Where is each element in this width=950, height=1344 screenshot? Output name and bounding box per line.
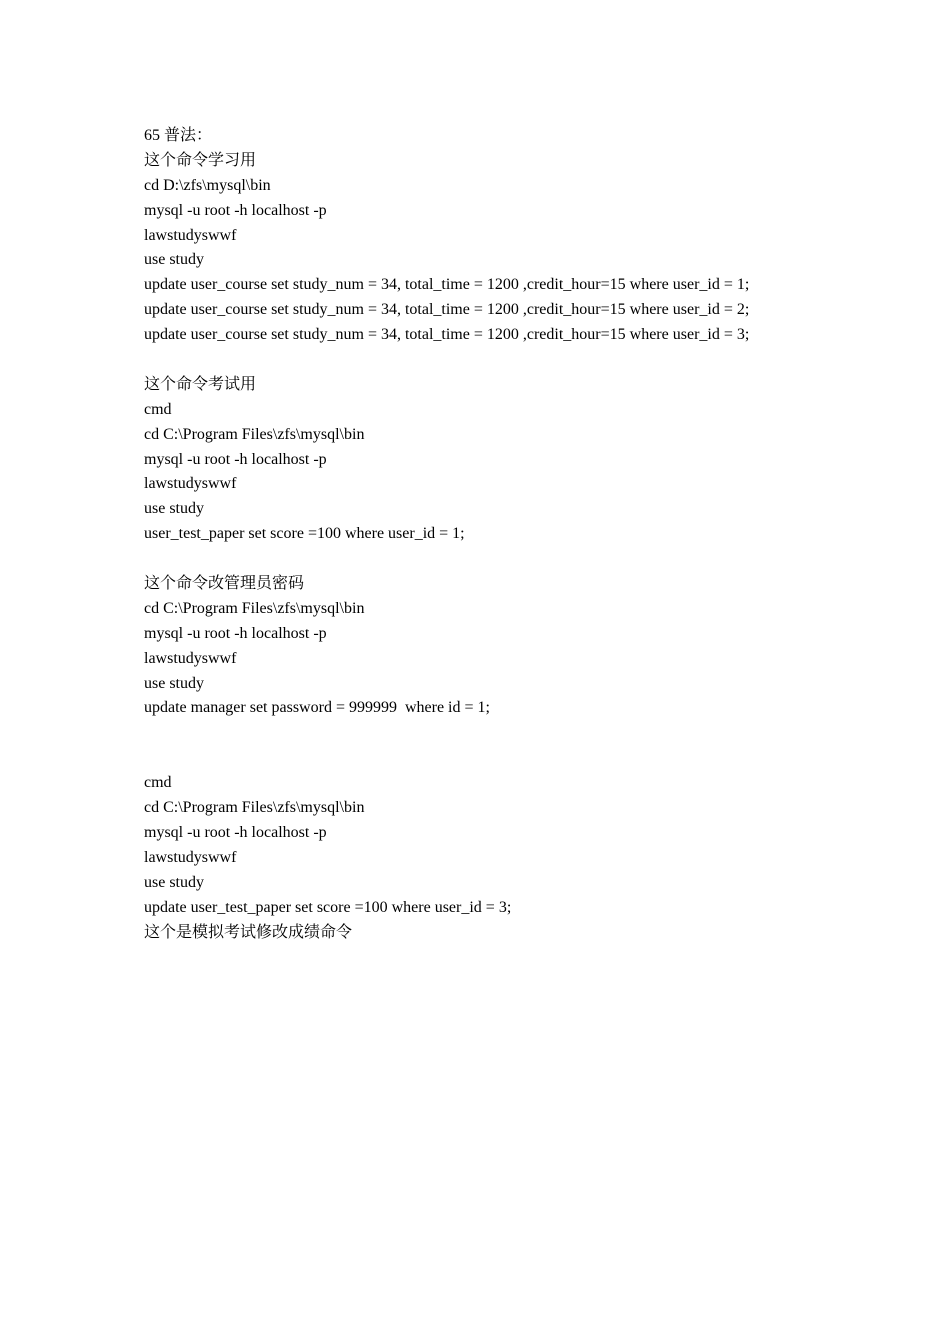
text-line: cmd xyxy=(144,400,172,418)
text-line: mysql -u root -h localhost -p xyxy=(144,823,327,841)
blank-line xyxy=(144,348,844,373)
text-line: mysql -u root -h localhost -p xyxy=(144,450,327,468)
text-line: use study xyxy=(144,873,204,891)
text-line: cd D:\zfs\mysql\bin xyxy=(144,176,271,194)
text-line: mysql -u root -h localhost -p xyxy=(144,201,327,219)
text-line: 这个命令考试用 xyxy=(144,375,257,393)
blank-line xyxy=(144,547,844,572)
text-line: lawstudyswwf xyxy=(144,226,237,244)
text-line: 这个是模拟考试修改成绩命令 xyxy=(144,923,353,941)
text-line: lawstudyswwf xyxy=(144,649,237,667)
text-line: lawstudyswwf xyxy=(144,475,237,493)
text-line: 65 普法： xyxy=(144,127,213,144)
text-line: use study xyxy=(144,500,204,518)
text-line: cd C:\Program Files\zfs\mysql\bin xyxy=(144,425,365,443)
text-line: 这个命令学习用 xyxy=(144,151,257,169)
text-line: use study xyxy=(144,251,204,269)
text-line: cd C:\Program Files\zfs\mysql\bin xyxy=(144,799,365,817)
text-line: update user_course set study_num = 34, total_time = 1200 ,credit_hour=15 where user_id = 3; xyxy=(144,326,750,344)
text-line: update user_course set study_num = 34, total_time = 1200 ,credit_hour=15 where user_id = 1; xyxy=(144,276,750,294)
text-line: update user_course set study_num = 34, total_time = 1200 ,credit_hour=15 where user_id = 2; xyxy=(144,301,750,319)
text-line: cmd xyxy=(144,774,172,792)
blank-line xyxy=(144,721,844,746)
document-body xyxy=(144,124,844,945)
text-line: use study xyxy=(144,674,204,692)
text-line: update manager set password = 999999 where id = 1; xyxy=(144,699,490,717)
text-line: mysql -u root -h localhost -p xyxy=(144,624,327,642)
blank-line xyxy=(144,746,844,771)
text-line: cd C:\Program Files\zfs\mysql\bin xyxy=(144,599,365,617)
text-line: 这个命令改管理员密码 xyxy=(144,575,305,593)
text-line: update user_test_paper set score =100 where user_id = 3; xyxy=(144,898,512,916)
text-line: lawstudyswwf xyxy=(144,848,237,866)
text-line: user_test_paper set score =100 where user_id = 1; xyxy=(144,525,465,543)
